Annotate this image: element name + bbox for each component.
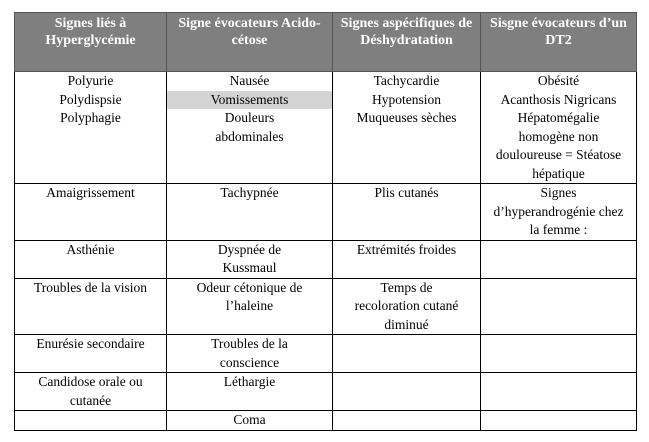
cell-text-line: Signes liés à: [54, 16, 127, 31]
cell-text-line: Vomissements: [210, 91, 289, 107]
cell-text-line: la femme :: [529, 222, 588, 237]
cell-text-line: recoloration cutané: [354, 298, 459, 313]
cell-hyperglycemia: [15, 109, 167, 184]
cell-text-line: diminué: [384, 316, 429, 332]
table-row: [15, 72, 637, 91]
cell-ketoacidosis: [167, 411, 333, 431]
table-row: [15, 335, 637, 373]
cell-text-line: Signe évocateurs: [178, 16, 279, 31]
table-row: [15, 373, 637, 411]
table-row: [15, 278, 637, 335]
table-row: [15, 184, 637, 241]
cell-ketoacidosis: [167, 278, 333, 335]
cell-text-line: Douleurs: [224, 110, 275, 125]
cell-text-line: Tachypnée: [220, 185, 279, 200]
cell-hyperglycemia: [15, 335, 167, 373]
cell-text-line: Plis cutanés: [374, 185, 439, 200]
cell-hyperglycemia: [15, 373, 167, 411]
header-hyperglycemia: [15, 13, 167, 72]
cell-ketoacidosis: [167, 109, 333, 184]
cell-text-line: Hypotension: [372, 91, 441, 107]
cell-text-line: Polydispsie: [59, 91, 122, 107]
cell-text-line: Nausée: [229, 73, 270, 88]
cell-text-line: Hyperglycémie: [45, 33, 136, 48]
cell-text-line: Polyphagie: [60, 110, 121, 125]
cell-dehydration-empty: [333, 335, 481, 373]
cell-ketoacidosis: [167, 184, 333, 241]
cell-dt2: [481, 109, 637, 184]
table-row: [15, 91, 637, 110]
cell-dt2-empty: [481, 240, 637, 278]
cell-text-line: homogène non: [518, 128, 599, 144]
table-row: [15, 240, 637, 278]
cell-hyperglycemia: [15, 278, 167, 335]
table-row: [15, 411, 637, 431]
cell-text-line: Déshydratation: [360, 33, 453, 48]
cell-text-line: Acanthosis Nigricans: [500, 91, 617, 107]
cell-text-line: Asthénie: [66, 241, 115, 257]
cell-text-line: Sisgne évocateurs: [490, 16, 596, 31]
cell-text-line: Coma: [233, 412, 266, 427]
cell-dt2-empty: [481, 373, 637, 411]
cell-text-line: douloureuse = Stéatose: [495, 147, 622, 162]
cell-dehydration-empty: [333, 373, 481, 411]
cell-dehydration: [333, 109, 481, 184]
cell-ketoacidosis: [167, 240, 333, 278]
cell-text-line: Kussmaul: [222, 260, 277, 275]
cell-text-line: Léthargie: [223, 374, 276, 389]
cell-text-line: Signes: [540, 185, 577, 200]
cell-dehydration-empty: [333, 411, 481, 431]
table-row: [15, 109, 637, 184]
cell-dehydration: [333, 240, 481, 278]
cell-dt2-empty: [481, 335, 637, 373]
cell-text-line: l’haleine: [225, 298, 274, 313]
cell-text-line: Candidose orale ou: [38, 374, 143, 389]
cell-dehydration: [333, 72, 481, 91]
cell-ketoacidosis-highlighted: [167, 91, 333, 110]
cell-text-line: Extrémités froides: [356, 241, 457, 257]
header-dt2: [481, 13, 637, 72]
cell-text-line: conscience: [219, 354, 280, 370]
cell-text-line: Polyurie: [67, 73, 114, 88]
cell-hyperglycemia: [15, 240, 167, 278]
cell-ketoacidosis: [167, 373, 333, 411]
cell-dehydration: [333, 91, 481, 110]
cell-dt2-empty: [481, 278, 637, 335]
cell-hyperglycemia: [15, 72, 167, 91]
cell-text-line: d’un DT2: [545, 16, 627, 48]
cell-text-line: de: [458, 16, 473, 31]
cell-text-line: Muqueuses sèches: [356, 110, 457, 125]
cell-hyperglycemia: [15, 91, 167, 110]
cell-text-line: Odeur cétonique de: [196, 279, 303, 295]
cell-dehydration: [333, 278, 481, 335]
cell-dehydration: [333, 184, 481, 241]
header-row: [15, 13, 637, 72]
cell-ketoacidosis: [167, 335, 333, 373]
cell-text-line: Obésité: [537, 73, 580, 88]
cell-hyperglycemia: [15, 184, 167, 241]
cell-text-line: Amaigrissement: [46, 185, 135, 200]
cell-text-line: Troubles de la vision: [33, 279, 148, 295]
cell-dt2: [481, 184, 637, 241]
header-dehydration: [333, 13, 481, 72]
cell-dt2: [481, 72, 637, 91]
cell-hyperglycemia-empty: [15, 411, 167, 431]
cell-dt2-empty: [481, 411, 637, 431]
header-ketoacidosis: [167, 13, 333, 72]
signs-table: [14, 12, 637, 431]
cell-text-line: Hépatomégalie: [517, 110, 600, 125]
cell-text-line: Acido-cétose: [231, 16, 321, 48]
cell-dt2: [481, 91, 637, 110]
cell-text-line: Signes aspécifiques: [340, 16, 455, 31]
cell-text-line: abdominales: [215, 128, 284, 144]
cell-text-line: Enurésie secondaire: [36, 336, 145, 351]
cell-ketoacidosis: [167, 72, 333, 91]
cell-text-line: Temps de: [380, 279, 433, 295]
cell-text-line: cutanée: [69, 392, 112, 408]
cell-text-line: hépatique: [532, 165, 585, 181]
cell-text-line: Tachycardie: [373, 73, 440, 88]
cell-text-line: Troubles de la: [211, 336, 288, 351]
cell-text-line: Dyspnée de: [217, 241, 282, 257]
cell-text-line: d’hyperandrogénie chez: [493, 203, 624, 219]
